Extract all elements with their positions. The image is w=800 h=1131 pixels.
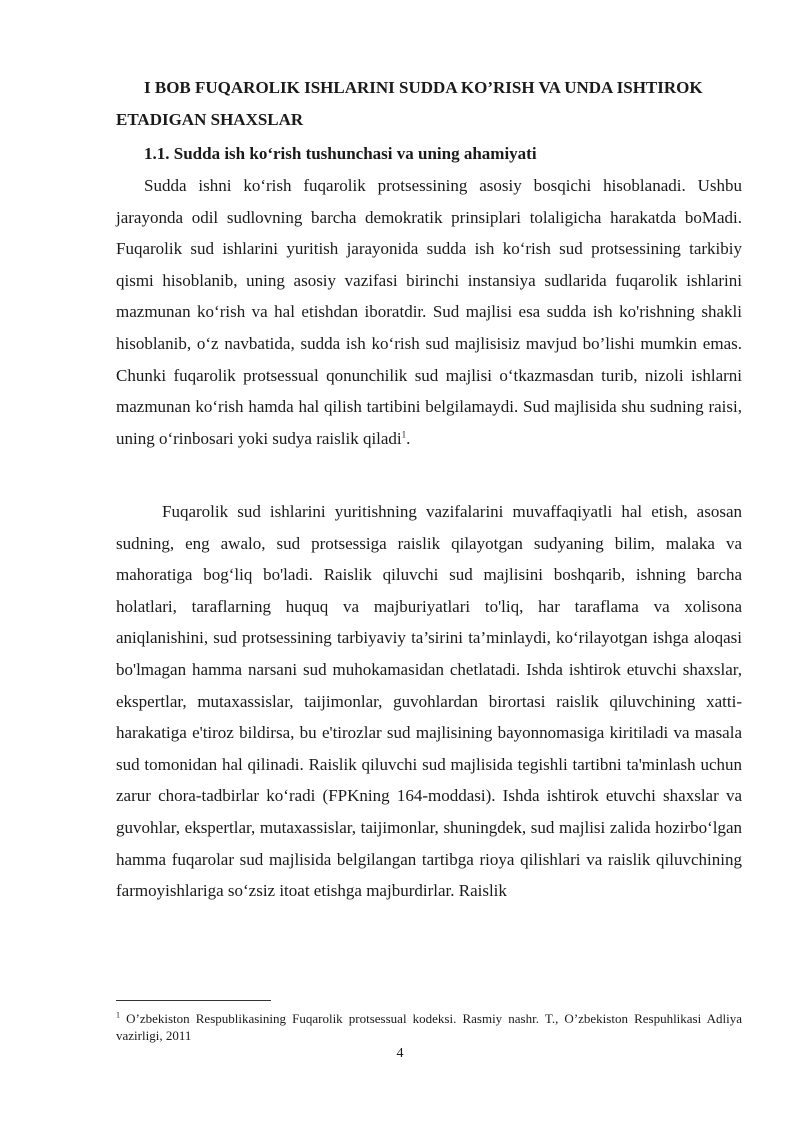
section-heading: 1.1. Sudda ish ko‘rish tushunchasi va uning ahamiyati	[144, 144, 537, 163]
paragraph-1	[116, 170, 742, 454]
chapter-heading: I BOB FUQAROLIK ISHLARINI SUDDA KO’RISH VA UNDA ISHTIROK ETADIGAN SHAXSLAR	[116, 78, 703, 129]
paragraph-1-end: .	[406, 428, 411, 448]
footnote-marker: 1	[116, 1010, 120, 1020]
footnote-text: O’zbekiston Respublikasining Fuqarolik protsessual kodeksi. Rasmiy nashr. T., O’zbekiston Respuhlikasi Adliya vazirligi, 2011	[116, 1011, 743, 1043]
footnote-reference: 1	[401, 429, 407, 440]
paragraph-1-text: Sudda ishni ko‘rish fuqarolik protsessining asosiy bosqichi hisoblanadi. Ushbu jarayonda odil sudlovning barcha demokratik prinsiplari tolaligicha harakatda boMadi. Fuqarolik sud ishlarini yuritish jarayonida sudda ish ko‘rish sud protsessining tarkibiy qismi hisoblanib, uning asosiy vazifasi birinchi instansiya sudlarida fuqarolik ishlarini mazmunan ko‘rish va hal etishdan iboratdir. Sud majlisi esa sudda ish ko'rishning shakli hisoblanib, o‘z navbatida, sudda ish ko‘rish sud majlisisiz mavjud bo’lishi mumkin emas. Chunki fuqarolik protsessual qonunchilik sud majlisi o‘tkazmasdan turib, nizoli ishlarni mazmunan ko‘rish hamda hal qilish tartibini belgilamaydi. Sud majlisida shu sudning raisi, uning o‘rinbosari yoki sudya raislik qiladi	[116, 176, 742, 448]
footnote-divider	[116, 1000, 271, 1001]
paragraph-2: Fuqarolik sud ishlarini yuritishning vazifalarini muvaffaqiyatli hal etish, asosan sudning, eng awalo, sud protsessiga raislik qilayotgan sudyaning bilim, malaka va mahoratiga bog‘liq bo'ladi. Raislik qiluvchi sud majlisini boshqarib, ishning barcha holatlari, taraflarning huquq va majburiyatlari to'liq, har taraflama va xolisona aniqlanishini, sud protsessining tarbiyaviy ta’sirini ta’minlaydi, ko‘rilayotgan ishga aloqasi bo'lmagan hamma narsani sud muhokamasidan chetlatadi. Ishda ishtirok etuvchi shaxslar, ekspertlar, mutaxassislar, taijimonlar, guvohlardan birortasi raislik qiluvchining xatti-harakatiga e'tiroz bildirsa, bu e'tirozlar sud majlisining bayonnomasiga kiritiladi va masala sud tomonidan hal qilinadi. Raislik qiluvchi sud majlisida tegishli tartibni ta'minlash uchun zarur chora-tadbirlar ko‘radi (FPKning 164-moddasi). Ishda ishtirok etuvchi shaxslar va guvohlar, ekspertlar, mutaxassislar, taijimonlar, shuningdek, sud majlisi zalida hozirbo‘lgan hamma fuqarolar sud majlisida belgilangan tartibga rioya qilishlari va raislik qiluvchining farmoyishlariga so‘zsiz itoat etishga majburdirlar. Raislik	[116, 502, 742, 901]
page-number: 4	[396, 1046, 404, 1061]
footnote	[116, 1010, 742, 1044]
